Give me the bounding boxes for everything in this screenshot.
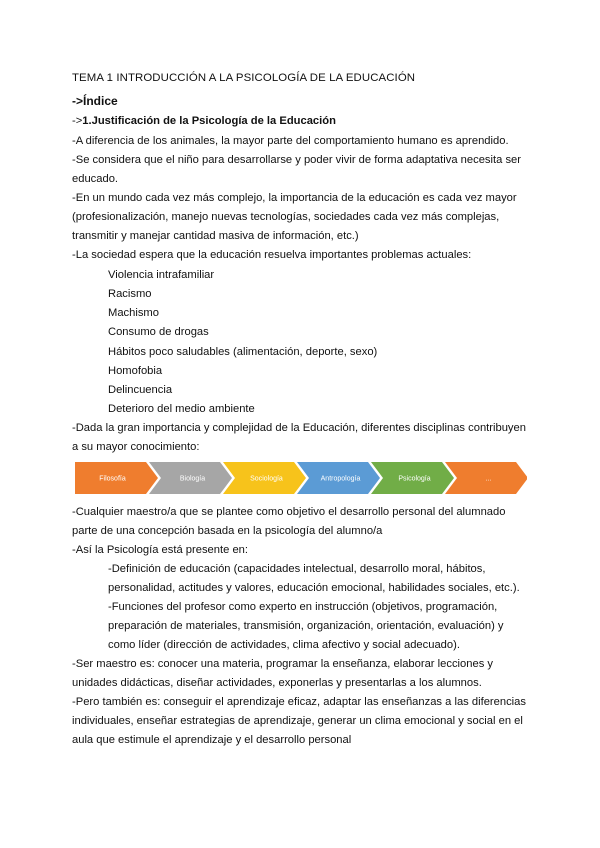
paragraph-line: -Se considera que el niño para desarrollarse y poder vivir de forma adaptativa necesita ser xyxy=(72,154,521,166)
section-heading-text: 1.Justificación de la Psicología de la Educación xyxy=(82,115,336,127)
problem-list-item: Consumo de drogas xyxy=(108,326,209,338)
discipline-label: Sociología xyxy=(250,475,283,483)
paragraph-line: personalidad, actitudes y valores, educación emocional, habilidades sociales, etc.). xyxy=(108,582,520,594)
discipline-label: Filosofía xyxy=(99,475,126,483)
problem-list-item: Hábitos poco saludables (alimentación, deporte, sexo) xyxy=(108,346,378,358)
problem-list-item: Racismo xyxy=(108,288,152,300)
section-heading xyxy=(72,114,336,128)
discipline-label: Psicología xyxy=(398,475,431,483)
paragraph-line: transmitir y manejar cantidad masiva de información, etc.) xyxy=(72,230,359,242)
paragraph-line: -Definición de educación (capacidades intelectual, desarrollo moral, hábitos, xyxy=(108,563,486,575)
paragraph-line: a su mayor conocimiento: xyxy=(72,441,200,453)
paragraph-line: -Cualquier maestro/a que se plantee como objetivo el desarrollo personal del alumnado xyxy=(72,506,506,518)
paragraph-line: -Dada la gran importancia y complejidad de la Educación, diferentes disciplinas contribuyen xyxy=(72,422,526,434)
paragraph-line: como líder (dirección de actividades, clima afectivo y social adecuado). xyxy=(108,639,460,651)
paragraph-line: -A diferencia de los animales, la mayor parte del comportamiento humano es aprendido. xyxy=(72,135,509,147)
discipline-label: Antropología xyxy=(320,475,361,483)
disciplines-chevron-diagram xyxy=(75,461,527,495)
paragraph-line: educado. xyxy=(72,173,119,185)
paragraph-line: (profesionalización, manejo nuevas tecnologías, sociedades cada vez más complejas, xyxy=(72,211,500,223)
problem-list-item: Violencia intrafamiliar xyxy=(108,269,215,281)
paragraph-line: aula que estimule el aprendizaje y el desarrollo personal xyxy=(72,734,352,746)
paragraph-line: -Así la Psicología está presente en: xyxy=(72,544,248,556)
problem-list-item: Deterioro del medio ambiente xyxy=(108,403,255,415)
paragraph-line: preparación de materiales, transmisión, organización, orientación, evaluación) y xyxy=(108,620,504,632)
paragraph-line: -Ser maestro es: conocer una materia, programar la enseñanza, elaborar lecciones y xyxy=(72,658,493,670)
paragraph-line: -Pero también es: conseguir el aprendizaje eficaz, adaptar las enseñanzas a las diferencias xyxy=(72,696,526,708)
document-title: TEMA 1 INTRODUCCIÓN A LA PSICOLOGÍA DE LA EDUCACIÓN xyxy=(72,72,416,84)
paragraph-line: unidades didácticas, diseñar actividades, exponerlas y presentarlas a los alumnos. xyxy=(72,677,482,689)
paragraph-line: parte de una concepción basada en la psicología del alumno/a xyxy=(72,525,383,537)
paragraph-line: -Funciones del profesor como experto en instrucción (objetivos, programación, xyxy=(108,601,498,613)
problem-list-item: Delincuencia xyxy=(108,384,173,396)
discipline-label: ... xyxy=(485,475,492,483)
index-heading: ->Índice xyxy=(72,94,118,108)
paragraph-line: -En un mundo cada vez más complejo, la importancia de la educación es cada vez mayor xyxy=(72,192,517,204)
discipline-label: Biología xyxy=(179,475,206,483)
problem-list-item: Machismo xyxy=(108,307,159,319)
section-heading-prefix: -> xyxy=(72,115,83,127)
paragraph-line: individuales, enseñar estrategias de aprendizaje, generar un clima emocional y social en el xyxy=(72,715,523,727)
paragraph-line: -La sociedad espera que la educación resuelva importantes problemas actuales: xyxy=(72,249,472,261)
problem-list-item: Homofobia xyxy=(108,365,163,377)
